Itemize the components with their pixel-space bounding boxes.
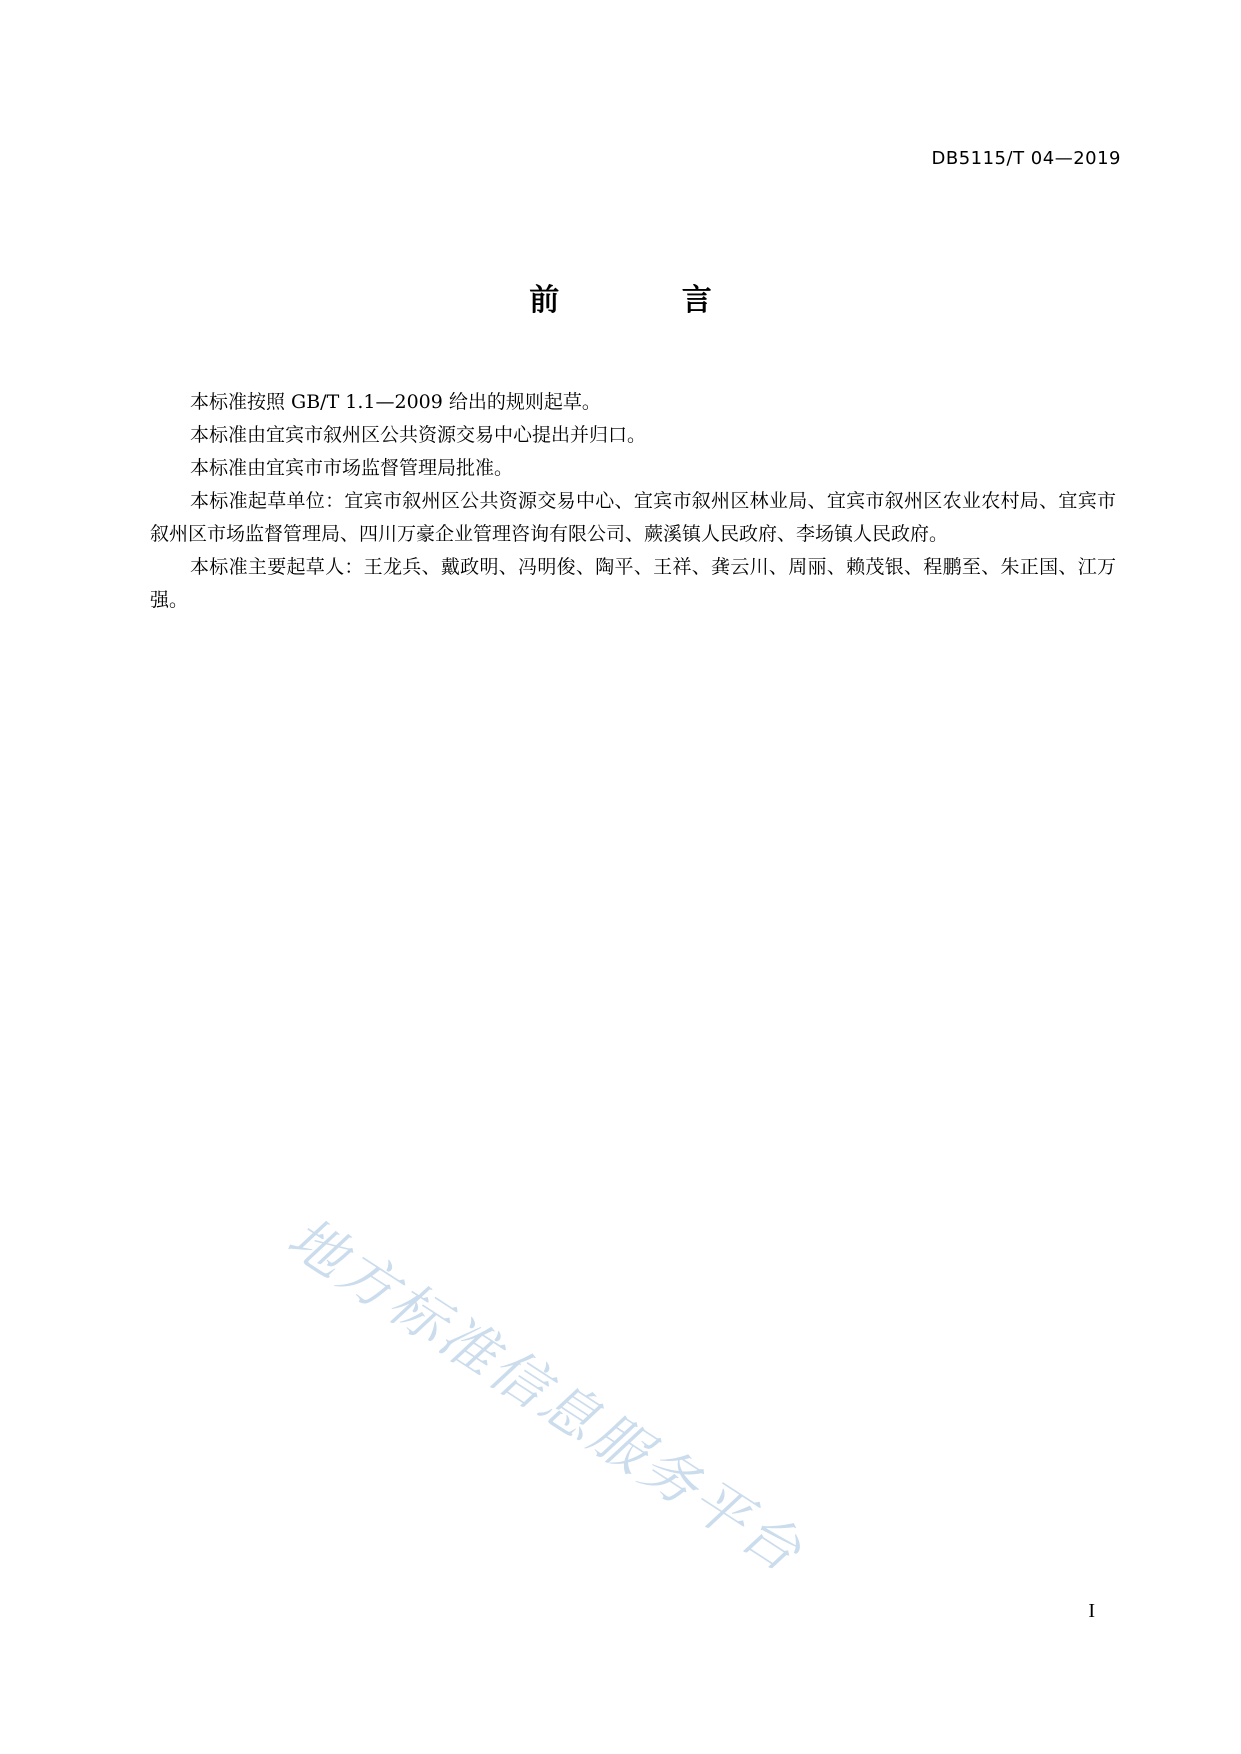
watermark: 地方标准信息服务平台 [276,1205,815,1587]
page-number: I [1088,1600,1095,1622]
paragraph-proposer: 本标准由宜宾市叙州区公共资源交易中心提出并归口。 [190,424,647,446]
page-title: 前 言 [529,283,768,318]
foreword-body [150,386,1116,617]
paragraph-approver: 本标准由宜宾市市场监督管理局批准。 [190,457,514,479]
document-code: DB5115/T 04—2019 [931,148,1121,169]
paragraph-drafting-rules: 本标准按照 GB/T 1.1—2009 给出的规则起草。 [190,391,601,413]
paragraph-drafters: 本标准主要起草人：王龙兵、戴政明、冯明俊、陶平、王祥、龚云川、周丽、赖茂银、程鹏至、朱正国、江万强。 [150,556,1116,611]
paragraph-drafting-units: 本标准起草单位：宜宾市叙州区公共资源交易中心、宜宾市叙州区林业局、宜宾市叙州区农业农村局、宜宾市叙州区市场监督管理局、四川万豪企业管理咨询有限公司、蕨溪镇人民政府、李场镇人民政府。 [150,490,1116,545]
